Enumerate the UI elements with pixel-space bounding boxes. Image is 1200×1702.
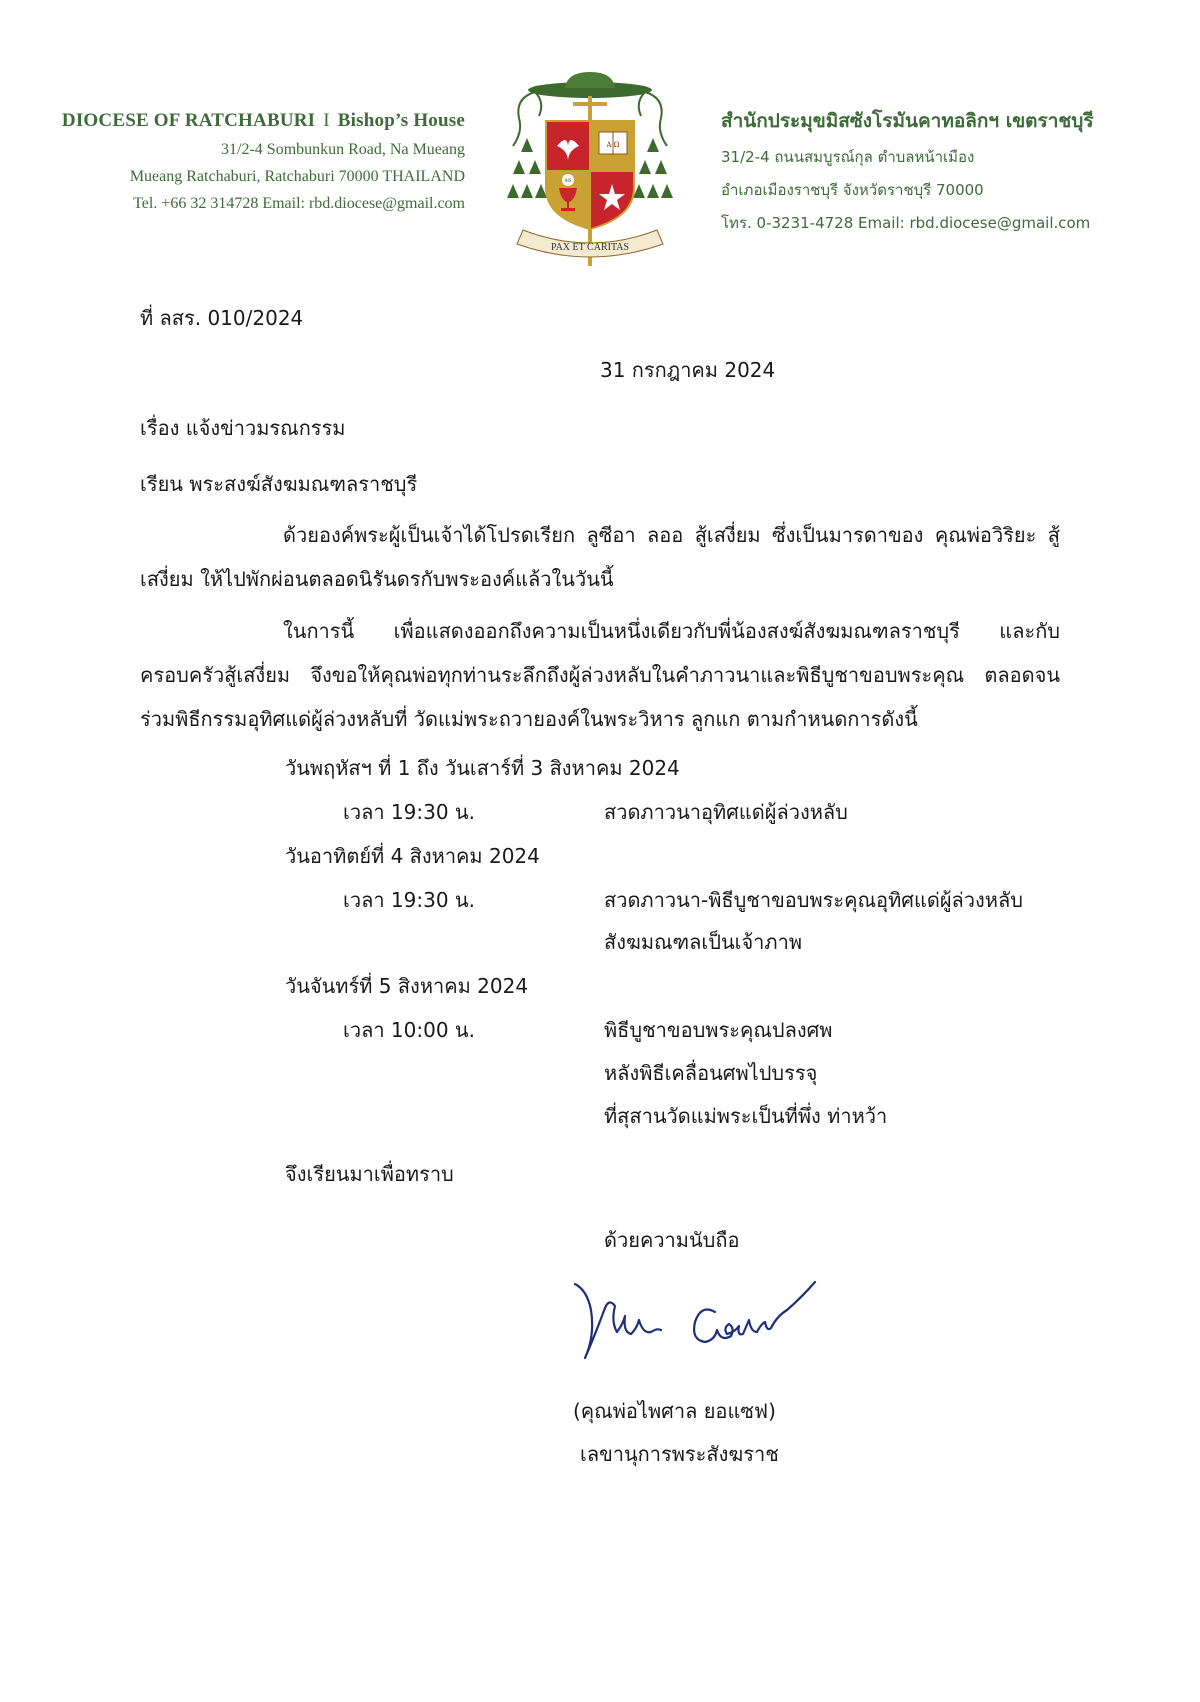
- closing-notice: จึงเรียนมาเพื่อทราบ: [285, 1162, 454, 1186]
- address-en-2: Mueang Ratchaburi, Ratchaburi 70000 THAILAND: [129, 168, 465, 185]
- letterhead-thai: [721, 106, 1094, 235]
- org-name-th: สำนักประมุขมิสซังโรมันคาทอลิกฯ เขตราชบุรี: [721, 110, 1094, 132]
- schedule-day-1: วันพฤหัสฯ ที่ 1 ถึง วันเสาร์ที่ 3 สิงหาคม 2024: [285, 756, 680, 780]
- schedule-activity-3c: ที่สุสานวัดแม่พระเป็นที่พึ่ง ท่าหว้า: [604, 1104, 888, 1128]
- paragraph-announcement: ด้วยองค์พระผู้เป็นเจ้าได้โปรดเรียก ลูซีอา ลออ สู้เสงี่ยม ซึ่งเป็นมารดาของ คุณพ่อวิริยะ สู้เสงี่ยม ให้ไปพักผ่อนตลอดนิรันดรกับพระองค์แล้วในวันนี้: [140, 523, 1060, 591]
- schedule-day-2: วันอาทิตย์ที่ 4 สิงหาคม 2024: [285, 844, 540, 868]
- crest-motto: PAX ET CARITAS: [550, 242, 630, 253]
- schedule-time-3: เวลา 10:00 น.: [343, 1018, 475, 1042]
- signatory-name: (คุณพ่อไพศาล ยอแซฟ): [573, 1399, 776, 1423]
- schedule-activity-2b: สังฆมณฑลเป็นเจ้าภาพ: [604, 930, 802, 954]
- alpha-omega-text: A Ω: [606, 141, 620, 149]
- bishops-house-label: Bishop’s House: [337, 110, 465, 131]
- reference-number: ที่ ลสร. 010/2024: [140, 306, 304, 330]
- schedule-activity-1: สวดภาวนาอุทิศแด่ผู้ล่วงหลับ: [604, 800, 848, 824]
- schedule-activity-2a: สวดภาวนา-พิธีบูชาขอบพระคุณอุทิศแด่ผู้ล่วงหลับ: [604, 888, 1023, 912]
- separator: I: [323, 110, 330, 131]
- schedule-time-1: เวลา 19:30 น.: [343, 800, 475, 824]
- diocese-crest-icon: [505, 68, 675, 288]
- subject-line: เรื่อง แจ้งข่าวมรณกรรม: [140, 416, 346, 440]
- address-th-1: 31/2-4 ถนนสมบูรณ์กุล ตำบลหน้าเมือง: [721, 148, 975, 166]
- letterhead-org-line: [0, 110, 465, 132]
- signatory-title: เลขานุการพระสังฆราช: [580, 1442, 779, 1466]
- schedule-time-2: เวลา 19:30 น.: [343, 888, 475, 912]
- contact-en: Tel. +66 32 314728 Email: rbd.diocese@gmail.com: [133, 195, 465, 212]
- address-th-2: อำเภอเมืองราชบุรี จังหวัดราชบุรี 70000: [721, 181, 984, 199]
- schedule-activity-3a: พิธีบูชาขอบพระคุณปลงศพ: [604, 1018, 833, 1042]
- handwritten-signature: [565, 1270, 830, 1370]
- schedule-day-3: วันจันทร์ที่ 5 สิงหาคม 2024: [285, 974, 529, 998]
- address-en-1: 31/2-4 Sombunkun Road, Na Mueang: [221, 141, 465, 158]
- recipient-line: เรียน พระสงฆ์สังฆมณฑลราชบุรี: [140, 472, 418, 496]
- contact-th: โทร. 0-3231-4728 Email: rbd.diocese@gmail.com: [721, 214, 1091, 232]
- letter-date: 31 กรกฎาคม 2024: [600, 358, 776, 382]
- letterhead-english: [0, 110, 465, 213]
- paragraph-request: ในการนี้ เพื่อแสดงออกถึงความเป็นหนึ่งเดียวกับพี่น้องสงฆ์สังฆมณฑลราชบุรี และกับครอบครัวสู้เสงี่ยม จึงขอให้คุณพ่อทุกท่านระลึกถึงผู้ล่วงหลับในคำภาวนาและพิธีบูชาขอบพระคุณ ตลอดจนร่วมพิธีกรรมอุทิศแด่ผู้ล่วงหลับที่ วัดแม่พระถวายองค์ในพระวิหาร ลูกแก ตามกำหนดการดังนี้: [140, 619, 1060, 731]
- org-name-en: DIOCESE OF RATCHABURI: [61, 110, 316, 131]
- ihs-text: IHS: [564, 178, 572, 183]
- closing-regards: ด้วยความนับถือ: [604, 1228, 740, 1252]
- schedule-activity-3b: หลังพิธีเคลื่อนศพไปบรรจุ: [604, 1061, 818, 1085]
